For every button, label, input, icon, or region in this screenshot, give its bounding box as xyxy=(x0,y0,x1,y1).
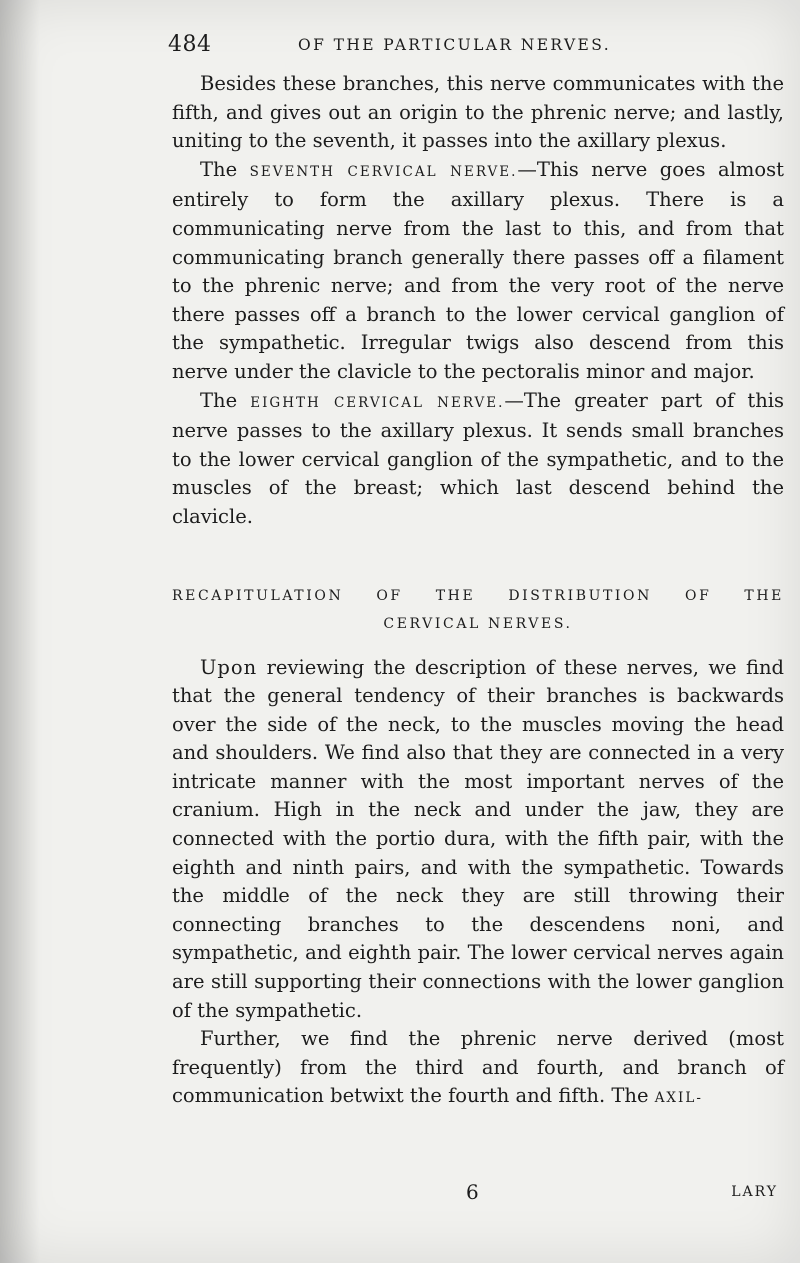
paragraph-text: —This nerve goes almost entirely to form the axillary plexus. There is a communicating nerve from the last to this, and from that communicating branch generally there passes off a filament to the phrenic nerve; and from the very root of the nerve there passes off a branch to the lower cervical ganglion of the sympathetic. Irregular twigs also descend from this nerve under the clavicle to the pectoralis minor and major. xyxy=(172,157,784,383)
paragraph-eighth-cervical-nerve xyxy=(172,387,784,532)
paragraph-sixth-nerve-continuation: Besides these branches, this nerve communicates with the fifth, and gives out an origin to the phrenic nerve; and lastly, uniting to the seventh, it passes into the axillary plexus. xyxy=(172,72,784,153)
catchword: LARY xyxy=(731,1184,778,1200)
paragraph-seventh-cervical-nerve xyxy=(172,156,784,387)
page-number: 484 xyxy=(168,32,212,57)
section-heading-line-1: RECAPITULATION OF THE DISTRIBUTION OF THE xyxy=(172,587,784,604)
paragraph-recapitulation xyxy=(172,654,784,1026)
signature-mark: 6 xyxy=(466,1180,479,1204)
page-footer xyxy=(172,1180,784,1210)
paragraph-text: reviewing the description of these nerves, we find that the general tendency of their branches is backwards over the side of the neck, to the muscles moving the head and shoulders. We find also that they are connected in a very intricate manner with the most important nerves of the cranium. High in the neck and under the jaw, they are connected with the portio dura, with the fifth pair, with the eighth and ninth pairs, and with the sympathetic. Towards the middle of the neck they are still throwing their connecting branches to the descendens noni, and sympathetic, and eighth pair. The lower cervical nerves again are still supporting their connections with the lower ganglion of the sympathetic. xyxy=(172,655,784,1022)
running-title: OF THE PARTICULAR NERVES. xyxy=(298,36,612,54)
paragraph-lead-word: The xyxy=(200,157,238,181)
small-caps-word: AXIL- xyxy=(654,1090,703,1107)
paragraph-text: Further, we find the phrenic nerve derived (most frequently) from the third and fourth, and branch of communication betwixt the fourth and fifth. The xyxy=(172,1027,784,1108)
page-header xyxy=(168,26,780,66)
small-caps-heading: EIGHTH CERVICAL NERVE. xyxy=(250,394,505,411)
small-caps-heading: SEVENTH CERVICAL NERVE. xyxy=(249,163,518,180)
section-heading xyxy=(172,582,784,638)
section-heading-line-2: CERVICAL NERVES. xyxy=(383,615,573,632)
paragraph-lead-word: Upon xyxy=(200,655,258,679)
page-body xyxy=(172,70,784,1113)
paragraph-lead-word: The xyxy=(200,388,238,412)
gutter-shadow xyxy=(0,0,40,1263)
paragraph-text: —The greater part of this nerve passes to the axillary plexus. It sends small branches to the lower cervical ganglion of the sympathetic, and to the muscles of the breast; which last descend behind the clavicle. xyxy=(172,388,785,528)
paragraph-phrenic-nerve xyxy=(172,1025,784,1113)
